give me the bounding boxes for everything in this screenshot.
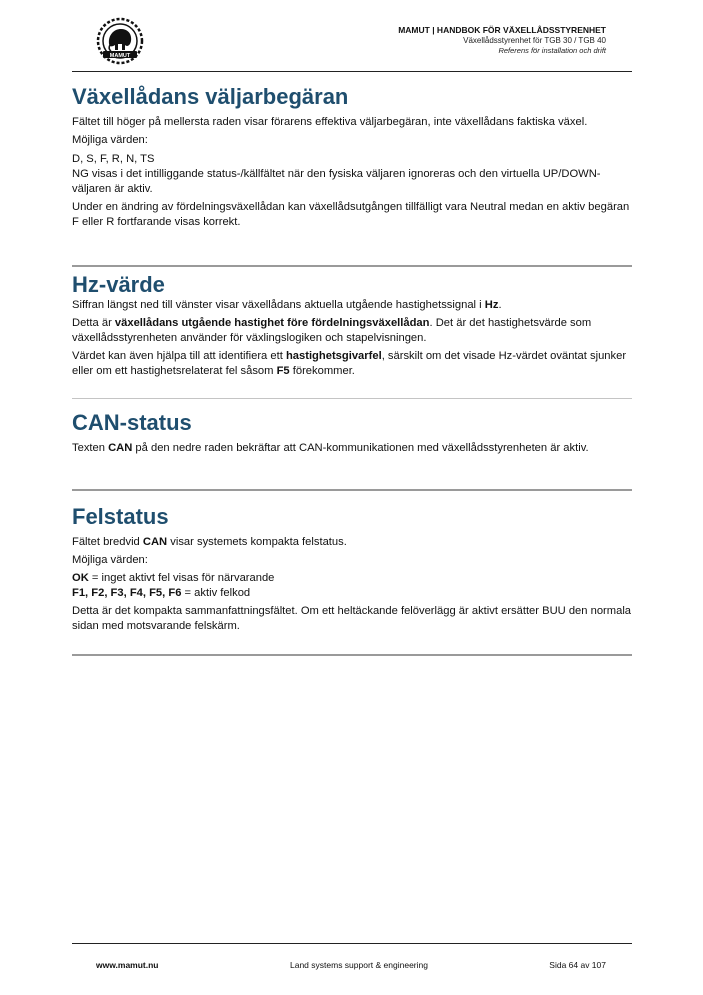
paragraph: NG visas i det intilliggande status-/källfältet när den fysiska väljaren ignoreras och den virtuella UP/DOWN-väljaren är aktiv.: [72, 168, 601, 195]
section-can-status: [72, 410, 632, 456]
section-heading: CAN-status: [72, 410, 192, 435]
footer-divider: [72, 943, 632, 944]
paragraph: Möjliga värden:: [72, 134, 148, 146]
section-heading: Växellådans väljarbegäran: [72, 84, 349, 109]
paragraph: Detta är det kompakta sammanfattningsfältet. Om ett heltäckande felöverlägg är aktivt ersätter BUU den normala sidan med motsvarande felskärm.: [72, 605, 632, 632]
header-subtitle: Växellådsstyrenhet för TGB 30 / TGB 40: [463, 36, 606, 45]
paragraph: Värdet kan även hjälpa till att identifiera ett hastighetsgivarfel, särskilt om det visade Hz-värdet oväntat sjunker eller om ett hastighetsrelaterat fel såsom F5 förekommer.: [72, 350, 627, 377]
section-divider: [72, 398, 632, 399]
section-divider: [72, 654, 632, 656]
footer-website: www.mamut.nu: [96, 960, 159, 970]
footer-center-text: Land systems support & engineering: [290, 960, 428, 970]
paragraph: Texten CAN på den nedre raden bekräftar att CAN-kommunikationen med växellådsstyrenheten är aktiv.: [72, 442, 589, 454]
svg-text:MAMUT: MAMUT: [109, 53, 131, 59]
page-header: [398, 25, 606, 56]
section-hz-value: [72, 272, 632, 379]
paragraph: Fältet till höger på mellersta raden visar förarens effektiva väljarbegäran, inte växellådans faktiska växel.: [72, 116, 588, 128]
header-divider: [72, 71, 632, 72]
paragraph: Detta är växellådans utgående hastighet före fördelningsväxellådan. Det är det hastighetsvärde som växellådsstyrenheten använder för växlingslogiken och stapelvisningen.: [72, 317, 592, 344]
paragraph: Möjliga värden:: [72, 554, 148, 566]
paragraph: Under en ändring av fördelningsväxellådan kan växellådsutgången tillfälligt vara Neutral medan en aktiv begäran F eller R fortfarande visas korrekt.: [72, 201, 630, 228]
section-fault-status: [72, 504, 632, 634]
footer-page-number: Sida 64 av 107: [549, 960, 606, 970]
value-fault-codes: F1, F2, F3, F4, F5, F6 = aktiv felkod: [72, 587, 251, 599]
mamut-logo: [94, 17, 146, 65]
section-heading: Hz-värde: [72, 272, 165, 297]
paragraph: Siffran längst ned till vänster visar växellådans aktuella utgående hastighetssignal i Hz.: [72, 299, 502, 311]
section-divider: [72, 265, 632, 267]
section-heading: Felstatus: [72, 504, 169, 529]
section-selector-request: [72, 84, 632, 230]
header-subtitle-italic: Referens för installation och drift: [498, 46, 606, 55]
paragraph: Fältet bredvid CAN visar systemets kompakta felstatus.: [72, 536, 347, 548]
section-divider: [72, 489, 632, 491]
header-title: MAMUT | HANDBOK FÖR VÄXELLÅDSSTYRENHET: [398, 25, 606, 35]
value-ok: OK = inget aktivt fel visas för närvarande: [72, 572, 275, 584]
value-list: D, S, F, R, N, TS: [72, 153, 155, 165]
